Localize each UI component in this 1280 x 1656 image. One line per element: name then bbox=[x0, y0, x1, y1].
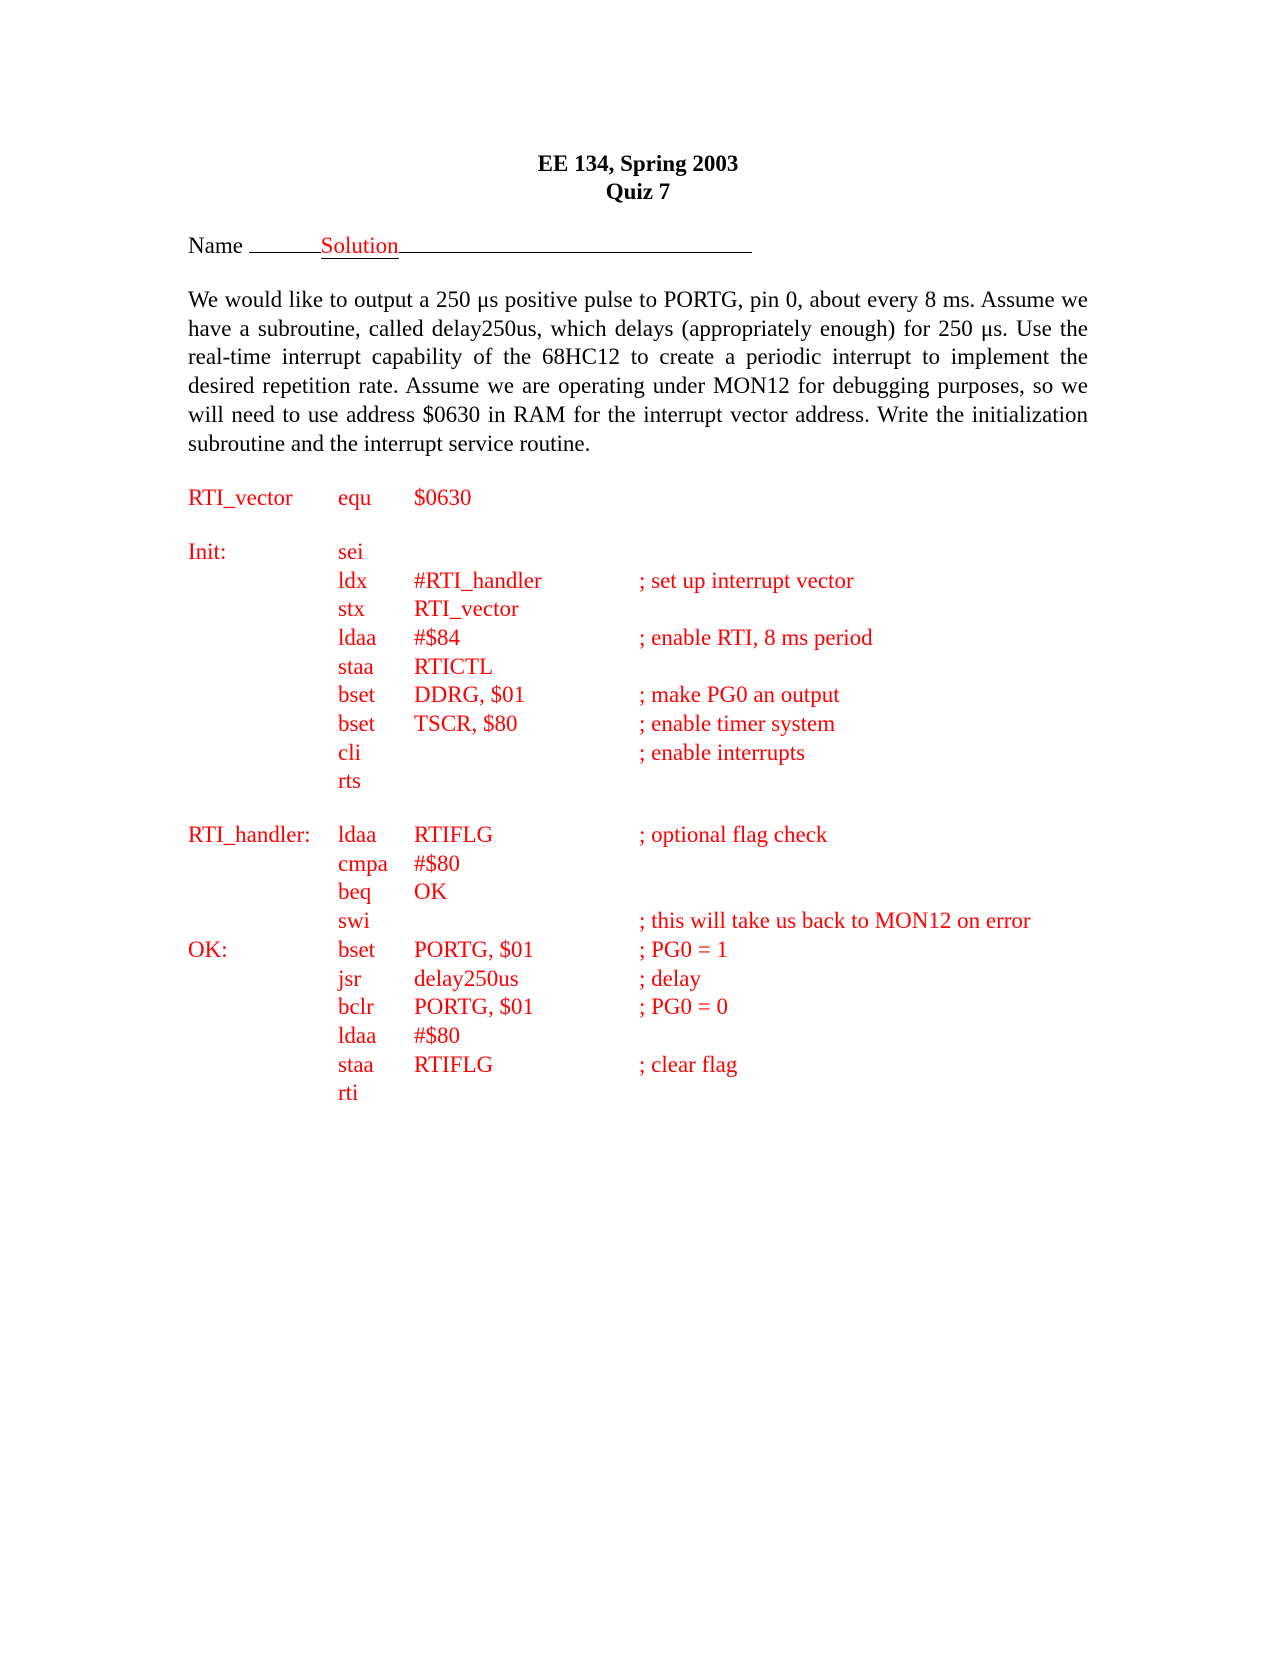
code-opcode: ldx bbox=[338, 567, 368, 593]
code-opcode: stx bbox=[338, 596, 365, 622]
name-value: Solution bbox=[320, 233, 399, 258]
code-comment: ; enable interrupts bbox=[639, 739, 806, 765]
code-operand: RTIFLG bbox=[414, 822, 494, 848]
code-operand: TSCR, $80 bbox=[414, 711, 518, 737]
code-line bbox=[188, 624, 1088, 653]
code-line bbox=[188, 936, 1088, 965]
code-line bbox=[188, 821, 1088, 850]
code-operand: #$80 bbox=[414, 850, 460, 876]
code-opcode: rts bbox=[338, 768, 361, 794]
code-line bbox=[188, 767, 1088, 796]
code-operand: OK bbox=[414, 879, 448, 905]
code-line bbox=[188, 710, 1088, 739]
code-line bbox=[188, 681, 1088, 710]
code-line bbox=[188, 538, 1088, 567]
code-operand: $0630 bbox=[414, 485, 472, 511]
code-opcode: ldaa bbox=[338, 822, 377, 848]
code-line bbox=[188, 878, 1088, 907]
code-operand: delay250us bbox=[414, 965, 519, 991]
quiz-title: Quiz 7 bbox=[605, 179, 671, 204]
code-line bbox=[188, 965, 1088, 994]
code-comment: ; enable RTI, 8 ms period bbox=[639, 624, 873, 650]
code-comment: ; PG0 = 0 bbox=[639, 994, 729, 1020]
name-underline-tail bbox=[399, 232, 752, 253]
code-label: OK: bbox=[188, 936, 228, 962]
code-operand: #RTI_handler bbox=[414, 567, 542, 593]
code-opcode: staa bbox=[338, 653, 374, 679]
name-label: Name bbox=[188, 233, 243, 258]
code-comment: ; set up interrupt vector bbox=[639, 567, 854, 593]
code-line bbox=[188, 1079, 1088, 1108]
code-line bbox=[188, 739, 1088, 768]
code-line bbox=[188, 484, 1088, 513]
code-operand: DDRG, $01 bbox=[414, 682, 526, 708]
code-opcode: beq bbox=[338, 879, 372, 905]
code-comment: ; PG0 = 1 bbox=[639, 936, 729, 962]
code-opcode: staa bbox=[338, 1051, 374, 1077]
code-comment: ; optional flag check bbox=[639, 822, 828, 848]
code-opcode: bset bbox=[338, 682, 376, 708]
code-label: Init: bbox=[188, 538, 227, 564]
course-title: EE 134, Spring 2003 bbox=[537, 151, 739, 176]
quiz-page bbox=[188, 150, 1088, 1108]
code-line bbox=[188, 850, 1088, 879]
code-opcode: bclr bbox=[338, 994, 374, 1020]
code-comment: ; enable timer system bbox=[639, 711, 836, 737]
code-opcode: cmpa bbox=[338, 850, 388, 876]
code-operand: RTIFLG bbox=[414, 1051, 494, 1077]
code-operand: PORTG, $01 bbox=[414, 994, 535, 1020]
code-opcode: bset bbox=[338, 711, 376, 737]
code-line bbox=[188, 1022, 1088, 1051]
code-line bbox=[188, 653, 1088, 682]
code-opcode: jsr bbox=[338, 965, 361, 991]
code-opcode: equ bbox=[338, 485, 372, 511]
code-label: RTI_vector bbox=[188, 485, 293, 511]
header bbox=[188, 150, 1088, 206]
name-line bbox=[188, 232, 1088, 260]
code-line bbox=[188, 1051, 1088, 1080]
code-operand: RTICTL bbox=[414, 653, 494, 679]
name-underline-lead bbox=[249, 232, 321, 253]
code-opcode: swi bbox=[338, 908, 370, 934]
code-opcode: rti bbox=[338, 1080, 359, 1106]
code-comment: ; clear flag bbox=[639, 1051, 738, 1077]
code-opcode: ldaa bbox=[338, 624, 377, 650]
code-line bbox=[188, 595, 1088, 624]
code-operand: #$80 bbox=[414, 1022, 460, 1048]
code-line bbox=[188, 567, 1088, 596]
code-operand: RTI_vector bbox=[414, 596, 519, 622]
code-opcode: sei bbox=[338, 538, 364, 564]
code-opcode: bset bbox=[338, 936, 376, 962]
code-comment: ; this will take us back to MON12 on error bbox=[639, 908, 1031, 934]
code-label: RTI_handler: bbox=[188, 822, 311, 848]
code-opcode: ldaa bbox=[338, 1022, 377, 1048]
code-line bbox=[188, 993, 1088, 1022]
code-comment: ; delay bbox=[639, 965, 701, 991]
code-opcode: cli bbox=[338, 739, 361, 765]
code-operand: #$84 bbox=[414, 624, 460, 650]
solution-code bbox=[188, 484, 1088, 1108]
problem-statement: We would like to output a 250 μs positive pulse to PORTG, pin 0, about every 8 ms. Assume we have a subroutine, called delay250us, which delays (appropriately enough) for 250 μs. Use the real-time interrupt capability of the 68HC12 to create a periodic interrupt to implement the desired repetition rate. Assume we are operating under MON12 for debugging purposes, so we will need to use address $0630 in RAM for the interrupt vector address. Write the initialization subroutine and the interrupt service routine. bbox=[188, 287, 1088, 456]
code-operand: PORTG, $01 bbox=[414, 936, 535, 962]
code-comment: ; make PG0 an output bbox=[639, 682, 840, 708]
code-line bbox=[188, 907, 1088, 936]
